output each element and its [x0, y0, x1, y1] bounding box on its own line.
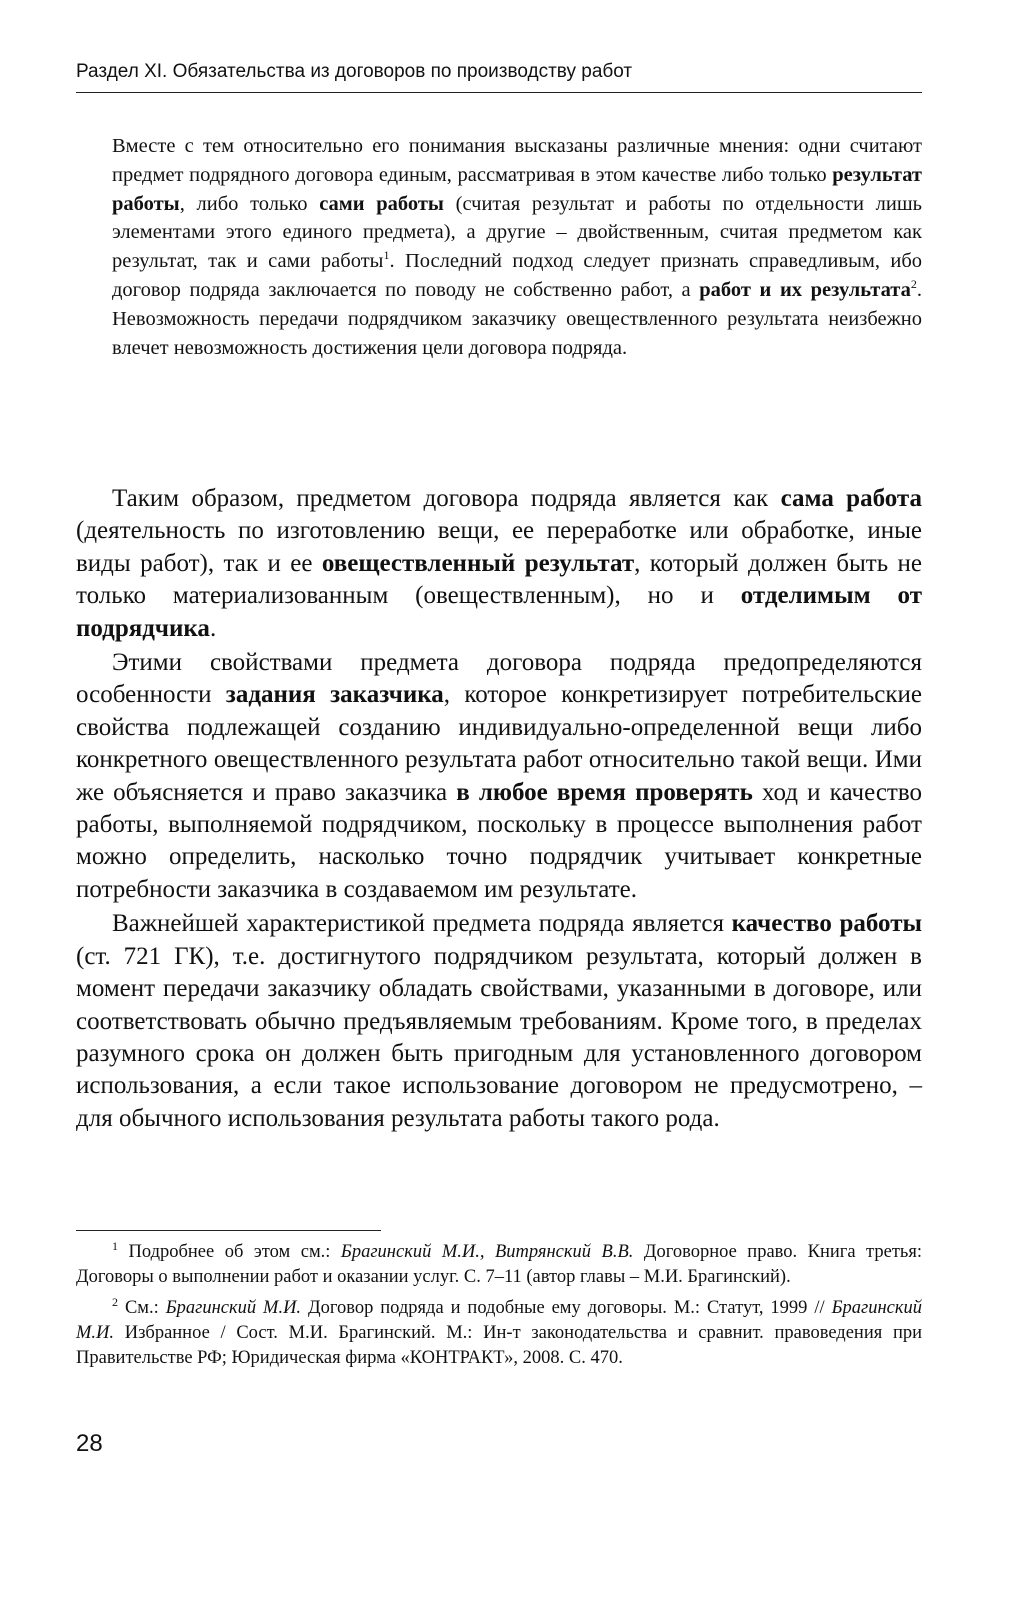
- bold-term: овеществленный результат: [321, 549, 635, 577]
- text-run: См.:: [124, 1298, 166, 1318]
- text-run: , который должен быть не только материализованным (овеществленным), но и: [76, 549, 923, 610]
- bold-term: отделимым от подрядчика: [76, 582, 922, 642]
- text-run: , либо только: [179, 192, 320, 215]
- text-run: . Последний подход следует признать справедливым, ибо договор подряда заключается по поводу не собственно работ, а: [112, 250, 922, 301]
- text-run: Договорное право. Книга третья: Договоры о выполнении работ и оказании услуг. С. 7–11 (автор главы – М.И. Брагинский).: [76, 1242, 923, 1287]
- footnote-2: [76, 1296, 922, 1371]
- text-run: Таким образом, предметом договора подряда является как: [112, 485, 781, 512]
- main-text: [76, 483, 922, 1135]
- bold-term: задания заказчика: [225, 681, 444, 709]
- author-name: Брагинский М.И., Витрянский В.В.: [340, 1242, 634, 1262]
- paragraph-subject: [76, 483, 922, 645]
- paragraph-quality: [76, 908, 922, 1135]
- bold-term: результат работы: [112, 163, 922, 215]
- author-name: Брагинский М.И.: [76, 1298, 923, 1343]
- text-run: (деятельность по изготовлению вещи, ее переработке или обработке, иные виды работ), так и ее: [76, 517, 922, 577]
- text-run: Важнейшей характеристикой предмета подряда является: [112, 910, 732, 938]
- author-name: Брагинский М.И.: [165, 1298, 302, 1318]
- bold-term: качество работы: [731, 910, 922, 938]
- text-run: Вместе с тем относительно его понимания высказаны различные мнения: одни считают предмет подрядного договора единым, рассматривая в этом качестве либо только: [112, 135, 922, 186]
- paragraph-customer-task: [76, 647, 922, 906]
- text-run: Договор подряда и подобные ему договоры. М.: Статут, 1999 //: [301, 1298, 832, 1318]
- page-number: 28: [76, 1430, 103, 1457]
- footnote-divider: [76, 1230, 381, 1231]
- text-run: Этими свойствами предмета договора подряда предопределяются особенности: [76, 649, 922, 709]
- bold-term: сама работа: [780, 485, 923, 512]
- text-run: (считая результат и работы по отдельности лишь элементами этого единого предмета), а другие – двойственным, считая предметом как результат, так и сами работы: [112, 192, 922, 273]
- bold-term: работ и их результата: [699, 278, 911, 301]
- bold-term: сами работы: [319, 192, 444, 215]
- footnote-ref-2[interactable]: 2: [910, 277, 917, 292]
- text-run: , которое конкретизирует потребительские свойства подлежащей созданию индивидуально-определенной вещи либо конкретного овеществленного результата работ относительно такой вещи. Ими же объясняется и право заказчика: [76, 681, 922, 806]
- text-run: .: [209, 614, 217, 642]
- footnote-1: [76, 1240, 922, 1290]
- footnotes: [76, 1240, 922, 1377]
- text-run: ход и качество работы, выполняемой подрядчиком, поскольку в процессе выполнения работ можно определить, насколько точно подрядчик учитывает конкретные потребности заказчика в создаваемом им результате.: [76, 778, 922, 903]
- footnote-ref-1[interactable]: 1: [383, 248, 390, 263]
- running-header: Раздел XI. Обязательства из договоров по производству работ: [76, 61, 633, 82]
- text-run: Подробнее об этом см.:: [128, 1242, 341, 1262]
- text-run: . Невозможность передачи подрядчиком заказчику овеществленного результата неизбежно влечет невозможность достижения цели договора подряда.: [112, 278, 922, 359]
- bold-term: в любое время проверять: [456, 778, 753, 806]
- text-run: (ст. 721 ГК), т.е. достигнутого подрядчиком результата, который должен в момент передачи заказчику обладать свойствами, указанными в договоре, или соответствовать обычно предъявляемым требованиям. Кроме того, в пределах разумного срока он должен быть пригодным для установленного договором использования, а если такое использование договором не предусмотрено, – для обычного использования результата работы такого рода.: [76, 942, 922, 1132]
- footnote-number: 2: [112, 1294, 118, 1309]
- header-divider: [76, 92, 922, 93]
- footnote-number: 1: [112, 1238, 118, 1253]
- quoted-paragraph: [112, 132, 922, 362]
- text-run: Избранное / Сост. М.И. Брагинский. М.: Ин-т законодательства и сравнит. правоведения при Правительстве РФ; Юридическая фирма «КОНТРАКТ», 2008. С. 470.: [76, 1323, 922, 1368]
